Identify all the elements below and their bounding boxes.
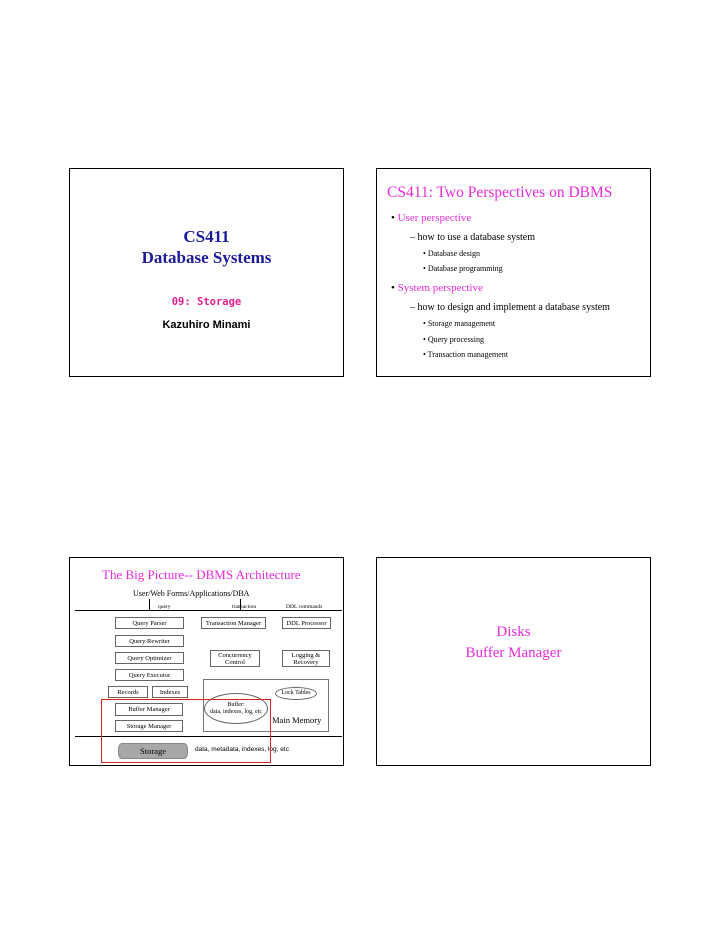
sub-bullet-label: how to use a database system [417, 232, 535, 243]
arrow-label-transaction: transaction [232, 604, 257, 610]
item-label: Database programming [427, 264, 503, 273]
slide-two-perspectives [376, 168, 651, 377]
item-query-processing [423, 335, 484, 344]
bullet-system-perspective [391, 282, 483, 294]
arrow-label-ddl: DDL commands [286, 604, 323, 610]
item-storage-management [423, 319, 495, 328]
lock-tables-ellipse: Lock Tables [275, 687, 317, 700]
dash-icon: – [410, 232, 415, 243]
records-box: Records [108, 686, 148, 698]
logging-recovery-box: Logging & Recovery [282, 650, 330, 667]
item-label: Transaction management [427, 350, 509, 359]
query-optimizer-box: Query Optimizer [115, 652, 184, 664]
storage-highlight-frame [101, 699, 271, 763]
sub-bullet-user [410, 232, 535, 243]
indexes-box: Indexes [152, 686, 188, 698]
author-name: Kazuhiro Minami [162, 319, 251, 331]
course-title-line1: CS411 [183, 227, 230, 246]
query-executor-box: Query Executor [115, 669, 184, 681]
bullet-dot-icon: • [423, 350, 426, 359]
concurrency-control-box: Concurrency Control [210, 650, 260, 667]
bullet-dot-icon: • [423, 264, 426, 273]
slide-topics [376, 557, 651, 766]
bullet-label: User perspective [397, 212, 472, 224]
query-parser-box: Query Parser [115, 617, 184, 629]
storage-description: data, metadata, indexes, log, etc [195, 746, 289, 753]
buffer-contents-label: data, indexes, log, etc [210, 708, 262, 715]
sub-bullet-system [410, 302, 610, 313]
ddl-processor-box: DDL Processor [282, 617, 331, 629]
topic-buffer-manager: Buffer Manager [465, 645, 562, 661]
item-database-programming [423, 264, 503, 273]
item-label: Storage management [427, 319, 496, 328]
bullet-dot-icon: • [423, 335, 426, 344]
bullet-dot-icon: • [391, 212, 395, 224]
bullet-dot-icon: • [423, 249, 426, 258]
item-transaction-management [423, 350, 508, 359]
main-memory-label: Main Memory [272, 715, 322, 725]
item-database-design [423, 249, 480, 258]
dash-icon: – [410, 302, 415, 313]
slide-heading: CS411: Two Perspectives on DBMS [387, 184, 613, 201]
slide-dbms-architecture [69, 557, 344, 766]
sub-bullet-label: how to design and implement a database system [417, 302, 610, 313]
storage-manager-box: Storage Manager [115, 720, 183, 732]
transaction-manager-box: Transaction Manager [201, 617, 266, 629]
bullet-label: System perspective [397, 282, 483, 294]
buffer-manager-box: Buffer Manager [115, 703, 183, 716]
query-rewriter-box: Query Rewriter [115, 635, 184, 647]
bullet-dot-icon: • [423, 319, 426, 328]
slide-heading: The Big Picture-- DBMS Architecture [102, 567, 301, 582]
lecture-subtitle: 09: Storage [171, 296, 242, 308]
course-title-line2: Database Systems [141, 248, 272, 267]
slide-title [69, 168, 344, 377]
item-label: Database design [427, 249, 481, 258]
arrow-label-query: query [158, 604, 171, 610]
buffer-label: Buffer: [227, 701, 245, 708]
topic-disks: Disks [496, 624, 531, 640]
users-label: User/Web Forms/Applications/DBA [133, 589, 250, 598]
bullet-user-perspective [391, 212, 471, 224]
storage-cylinder: Storage [118, 743, 188, 759]
item-label: Query processing [427, 335, 485, 344]
query-arrow [149, 599, 150, 610]
bullet-dot-icon: • [391, 282, 395, 294]
top-divider [75, 610, 342, 611]
